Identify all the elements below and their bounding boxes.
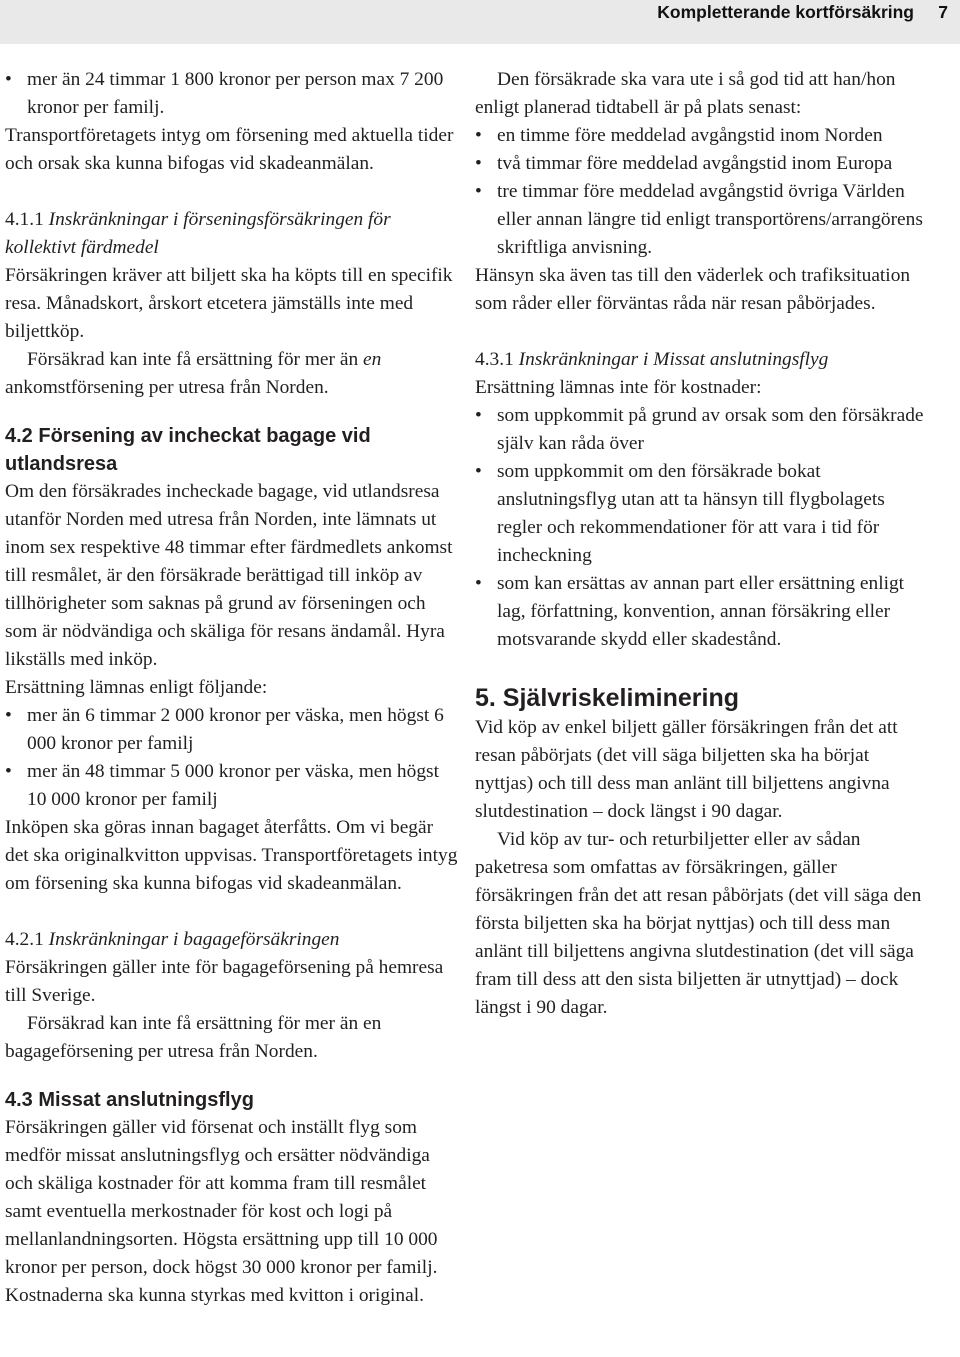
list-item: • två timmar före meddelad avgångstid inom Europa [475,150,925,178]
right-paragraph-1: Den försäkrade ska vara ute i så god tid att han/hon enligt planerad tidtabell är på plats senast: [475,69,896,118]
list-item: • mer än 6 timmar 2 000 kronor per väska, men högst 6 000 kronor per familj [5,702,460,758]
list-item: • som kan ersättas av annan part eller ersättning enligt lag, författning, konvention, annan försäkring eller motsvarande skydd eller skadestånd. [475,570,925,654]
list-item: • som uppkommit om den försäkrade bokat anslutningsflyg utan att ta hänsyn till flygbolagets regler och rekommendationer för att vara i tid för incheckning [475,458,925,570]
subsection-title: Inskränkningar i bagageförsäkringen [48,929,340,950]
section-4-2-heading: 4.2 Försening av incheckat bagage vid utlandsresa [5,425,371,475]
page-header [0,0,960,44]
s42-paragraph-2: Ersättning lämnas enligt följande: [5,677,268,698]
s42-bullet-list [5,702,460,814]
subsection-4-2-1-heading [5,926,460,954]
s411-paragraph-1: Försäkringen kräver att biljett ska ha köpts till en specifik resa. Månadskort, årskort etcetera jämställs inte med biljettköp. [5,265,453,342]
right-paragraph-2: Hänsyn ska även tas till den väderlek och trafiksituation som råder eller förväntas råda när resan påbörjades. [475,265,911,314]
s421-paragraph-1: Försäkringen gäller inte för bagageförsening på hemresa till Sverige. [5,957,444,1006]
subsection-title: Inskränkningar i förseningsförsäkringen för kollektivt färdmedel [5,209,391,258]
right-column [475,66,925,1022]
s411-paragraph-2 [5,346,460,402]
s411-p2-after: ankomstförsening per utresa från Norden. [5,377,329,398]
s431-bullet-list [475,402,925,654]
s43-paragraph-1: Försäkringen gäller vid försenat och inställt flyg som medför missat anslutningsflyg och ersätter nödvändiga och skäliga kostnader för att komma fram till resmålet samt eventuella merkostnader för kost och logi på mellanlandningsorten. Högsta ersättning upp till 10 000 kronor per person, dock högst 30 000 kronor per familj. Kostnaderna ska kunna styrkas med kvitton i original. [5,1117,438,1306]
s5-paragraph-2: Vid köp av tur- och returbiljetter eller av sådan paketresa som omfattas av försäkringen, gäller försäkringen från det att resan påbörjats (det vill säga den första biljetten ska ha börjat nyttjas) och till dess man anlänt till biljettens angivna slutdestination (det vill säga fram till dess att den sista biljetten är utnyttjad) – dock längst i 90 dagar. [475,829,922,1018]
subsection-title: Inskränkningar i Missat anslutningsflyg [518,349,829,370]
left-column [5,66,460,1310]
section-4-3-heading: 4.3 Missat anslutningsflyg [5,1089,254,1111]
s421-paragraph-2: Försäkrad kan inte få ersättning för mer än en bagageförsening per utresa från Norden. [5,1013,382,1062]
s42-paragraph-1: Om den försäkrades incheckade bagage, vid utlandsresa utanför Norden med utresa från Norden, inte lämnats ut inom sex respektive 48 timmar efter färdmedlets ankomst till resmålet, är den försäkrade berättigad till inköp av tillhörigheter som saknas på grund av förseningen och som är nödvändiga och skäliga för resans ändamål. Hyra likställs med inköp. [5,481,453,670]
s411-p2-before: Försäkrad kan inte få ersättning för mer än [27,349,359,370]
list-item: • mer än 48 timmar 5 000 kronor per väska, men högst 10 000 kronor per familj [5,758,460,814]
list-item: • en timme före meddelad avgångstid inom Norden [475,122,925,150]
running-title: Kompletterande kortförsäkring [657,2,914,22]
subsection-4-3-1-heading [475,346,925,374]
list-item: • tre timmar före meddelad avgångstid övriga Världen eller annan längre tid enligt transportörens/arrangörens skriftliga anvisning. [475,178,925,262]
subsection-number: 4.1.1 [5,209,44,230]
section-5-heading: 5. Självriskeliminering [475,684,740,712]
subsection-number: 4.3.1 [475,349,514,370]
intro-bullet-list [5,66,460,122]
list-item: • som uppkommit på grund av orsak som den försäkrade själv kan råda över [475,402,925,458]
page-number: 7 [938,2,948,22]
subsection-4-1-1-heading [5,206,460,262]
s5-paragraph-1: Vid köp av enkel biljett gäller försäkringen från det att resan påbörjats (det vill säga biljetten ska ha börjat nyttjas) och till dess man anlänt till biljettens angivna slutdestination – dock längst i 90 dagar. [475,717,898,822]
list-item: • mer än 24 timmar 1 800 kronor per person max 7 200 kronor per familj. [5,66,460,122]
s431-paragraph-1: Ersättning lämnas inte för kostnader: [475,377,762,398]
subsection-number: 4.2.1 [5,929,44,950]
s42-paragraph-3: Inköpen ska göras innan bagaget återfåtts. Om vi begär det ska originalkvitton uppvisas. Transportföretagets intyg om försening ska kunna bifogas vid skadeanmälan. [5,817,458,894]
intro-text: Transportföretagets intyg om försening med aktuella tider och orsak ska kunna bifogas vid skadeanmälan. [5,125,454,174]
arrival-time-list [475,122,925,262]
s411-p2-emphasis: en [363,349,382,370]
